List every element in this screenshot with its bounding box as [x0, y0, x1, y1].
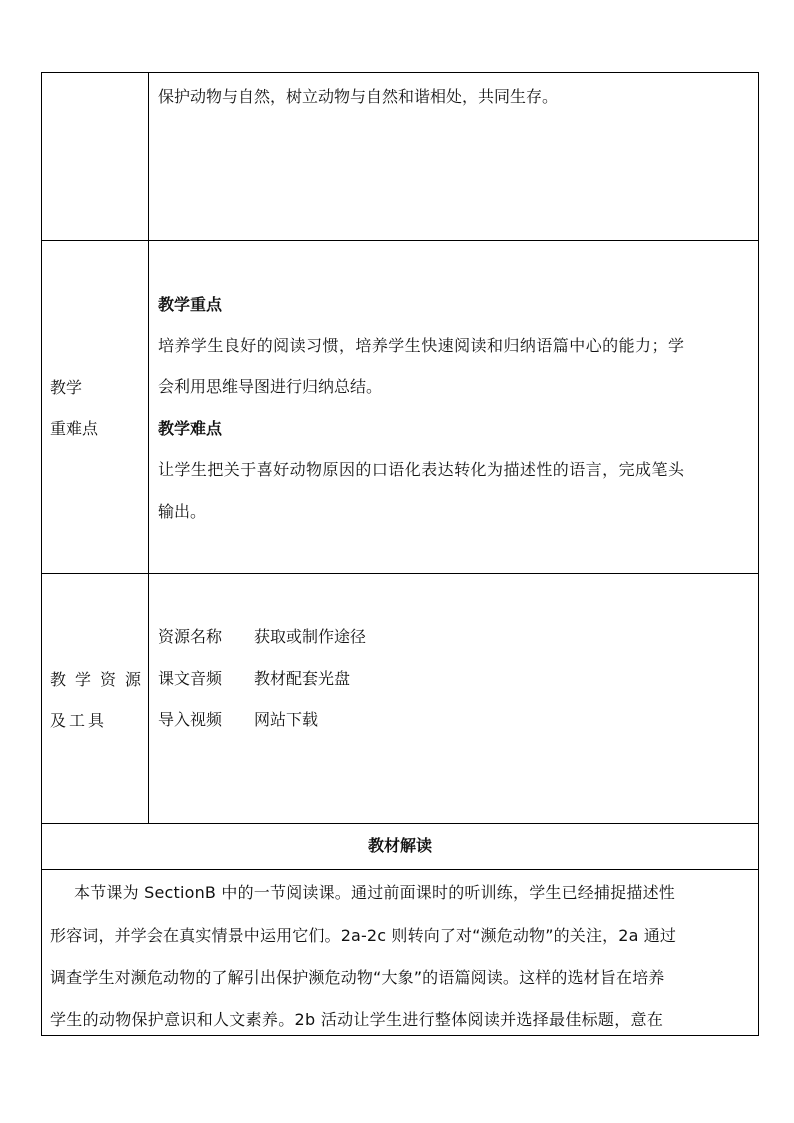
resource-name: 课文音频 [158, 669, 223, 688]
section-line1: 本节课为 SectionB 中的一节阅读课。通过前面课时的听训练，学生已经捕捉描述性 [74, 883, 675, 902]
resource-source-header: 获取或制作途径 [254, 627, 367, 646]
resource-name: 导入视频 [158, 710, 223, 729]
key-points-line2: 会利用思维导图进行归纳总结。 [158, 377, 383, 396]
key-points-line1: 培养学生良好的阅读习惯，培养学生快速阅读和归纳语篇中心的能力；学 [158, 336, 685, 355]
row-divider [42, 240, 758, 241]
difficulty-line2: 输出。 [158, 502, 207, 521]
key-points-heading: 教学重点 [158, 295, 223, 314]
section-title: 教材解读 [367, 836, 432, 855]
section-line3: 调查学生对濒危动物的了解引出保护濒危动物“大象”的语篇阅读。这样的选材旨在培养 [50, 968, 665, 987]
section-line4: 学生的动物保护意识和人文素养。2b 活动让学生进行整体阅读并选择最佳标题，意在 [50, 1010, 664, 1029]
resource-source: 教材配套光盘 [254, 669, 351, 688]
row2-label-line1: 教学 [50, 378, 83, 397]
row-divider [42, 573, 758, 574]
row3-label-line1: 教学资源 [50, 670, 151, 689]
row-divider [42, 869, 758, 870]
resource-source: 网站下载 [254, 710, 319, 729]
resource-name-header: 资源名称 [158, 627, 223, 646]
column-divider [148, 73, 149, 823]
row-divider [42, 823, 758, 824]
row2-label-line2: 重难点 [50, 419, 99, 438]
difficulty-heading: 教学难点 [158, 419, 223, 438]
row3-label-line2: 及工具 [50, 711, 108, 730]
difficulty-line1: 让学生把关于喜好动物原因的口语化表达转化为描述性的语言，完成笔头 [158, 460, 685, 479]
lesson-plan-table [41, 72, 759, 1036]
row1-content: 保护动物与自然，树立动物与自然和谐相处，共同生存。 [158, 87, 559, 106]
section-line2: 形容词，并学会在真实情景中运用它们。2a-2c 则转向了对“濒危动物”的关注，2a 通过 [50, 926, 677, 945]
